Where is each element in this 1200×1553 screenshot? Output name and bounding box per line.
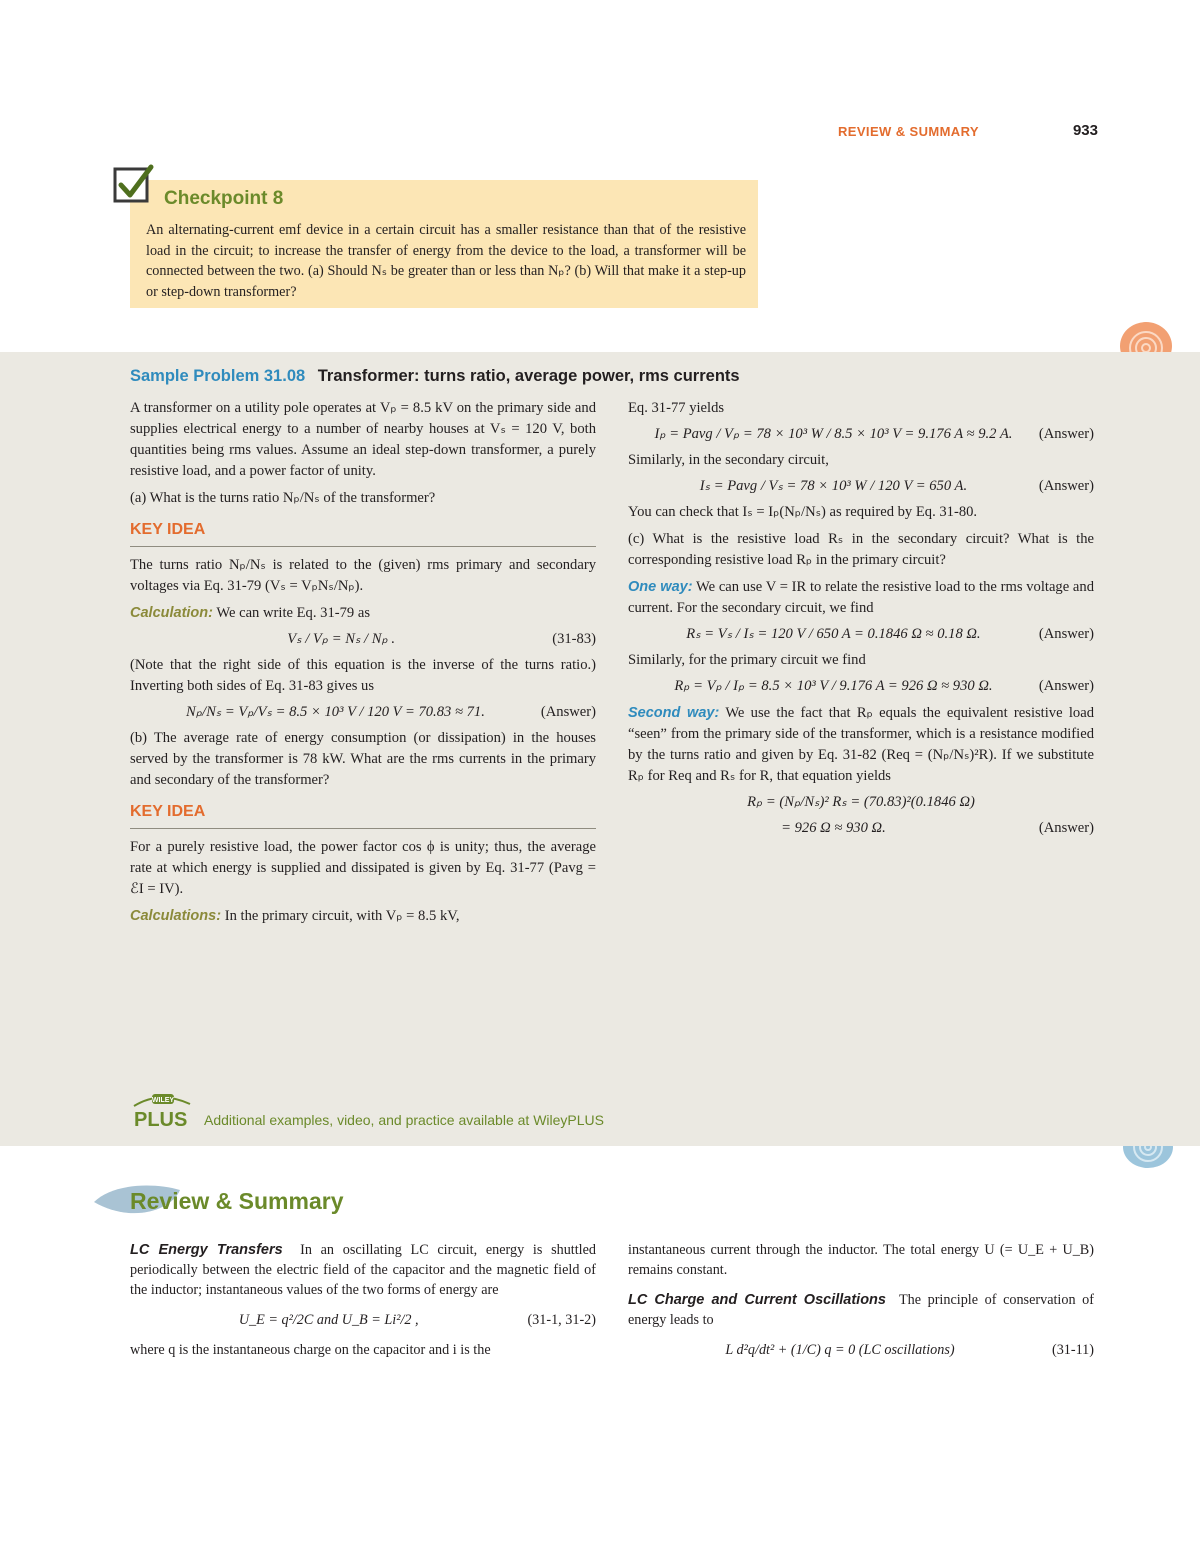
equation-equivalent-result	[628, 818, 1094, 839]
answer-tag: (Answer)	[540, 704, 596, 720]
lc-oscillation-paragraph	[628, 1290, 1094, 1330]
equation-31-83	[130, 629, 596, 650]
equation-body: Vₛ / Vₚ = Nₛ / Nₚ .	[287, 631, 396, 647]
equation-number: (31-83)	[552, 631, 596, 647]
review-left-column	[130, 1240, 596, 1360]
sample-problem-subtitle: Transformer: turns ratio, average power, rms currents	[317, 367, 740, 385]
similarly-secondary: Similarly, in the secondary circuit,	[628, 452, 829, 468]
second-way-paragraph	[628, 703, 1094, 787]
lc-oscillation-heading: LC Charge and Current Oscillations	[628, 1292, 886, 1308]
question-a: (a) What is the turns ratio Nₚ/Nₛ of the transformer?	[130, 490, 436, 506]
key-idea-text: The turns ratio Nₚ/Nₛ is related to the (given) rms primary and secondary voltages via Eq. 31-79 (Vₛ = VₚNₛ/Nₚ).	[130, 557, 596, 594]
checkpoint-title: Checkpoint 8	[164, 188, 284, 209]
equation-primary-resistance	[628, 676, 1094, 697]
running-head	[838, 122, 1098, 142]
question-c: (c) What is the resistive load Rₛ in the secondary circuit? What is the corresponding resistive load Rₚ in the primary circuit?	[628, 531, 1094, 568]
wileyplus-link[interactable]: Additional examples, video, and practice available at WileyPLUS	[204, 1112, 604, 1128]
wileyplus-logo-icon	[130, 1092, 196, 1130]
second-way-text: We use the fact that Rₚ equals the equivalent resistive load “seen” from the primary side of the transformer, which is a resistance modified by the turns ratio and given by Eq. 31-82 (Req = (Nₚ/Nₛ)²R). If we substitute Rₚ for Req and Rₛ for R, that equation yields	[628, 705, 1094, 784]
answer-tag: (Answer)	[1038, 678, 1094, 694]
yields-text: Eq. 31-77 yields	[628, 400, 725, 416]
key-idea-heading: KEY IDEA	[130, 801, 596, 829]
wileyplus-banner[interactable]	[130, 1092, 830, 1132]
problem-intro: A transformer on a utility pole operates at Vₚ = 8.5 kV on the primary side and supplies electrical energy to a number of nearby houses at Vₛ = 120 V, both quantities being rms values. Assume an ideal step-down transformer, a purely resistive load, and a power factor of unity.	[130, 400, 596, 479]
equation-turns-ratio	[130, 702, 596, 723]
calculations-paragraph	[130, 906, 596, 927]
checkpoint-body: An alternating-current emf device in a certain circuit has a smaller resistance than that of the resistive load in the circuit; to increase the transfer of energy from the device to the load, a transformer will be connected between the two. (a) Should Nₛ be greater than or less than Nₚ? (b) Will that make it a step-up or step-down transformer?	[146, 222, 746, 300]
equation-body: = 926 Ω ≈ 930 Ω.	[781, 820, 886, 836]
calculations-label: Calculations:	[130, 908, 222, 924]
lc-energy-heading: LC Energy Transfers	[130, 1242, 283, 1258]
equation-primary-current	[628, 424, 1094, 445]
checkmark-icon	[113, 163, 155, 205]
calculations-text: In the primary circuit, with Vₚ = 8.5 kV,	[224, 908, 460, 924]
equation-body: L d²q/dt² + (1/C) q = 0 (LC oscillations)	[725, 1342, 955, 1358]
lc-energy-text: In an oscillating LC circuit, energy is shuttled periodically between the electric field of the capacitor and the magnetic field of the inductor; instantaneous values of the two forms of energy are	[130, 1242, 597, 1298]
running-head-section: REVIEW & SUMMARY	[838, 124, 979, 139]
equation-body: Iₛ = Pavg / Vₛ = 78 × 10³ W / 120 V = 650 A.	[699, 478, 968, 494]
equation-body: Rₚ = Vₚ / Iₚ = 8.5 × 10³ V / 9.176 A = 926 Ω ≈ 930 Ω.	[674, 678, 993, 694]
answer-tag: (Answer)	[1038, 426, 1094, 442]
equation-body: Nₚ/Nₛ = Vₚ/Vₛ = 8.5 × 10³ V / 120 V = 70.83 ≈ 71.	[186, 704, 485, 720]
equation-number: (31-11)	[1051, 1342, 1094, 1358]
calculation-text: We can write Eq. 31-79 as	[216, 605, 371, 621]
key-idea-heading: KEY IDEA	[130, 519, 596, 547]
sample-problem-number: Sample Problem 31.08	[130, 367, 306, 385]
equation-body: Rₚ = (Nₚ/Nₛ)² Rₛ = (70.83)²(0.1846 Ω)	[747, 794, 975, 810]
sample-right-column	[628, 398, 1094, 844]
review-right-column	[628, 1240, 1094, 1365]
one-way-paragraph	[628, 577, 1094, 619]
equation-secondary-current	[628, 476, 1094, 497]
key-idea-text: For a purely resistive load, the power factor cos ϕ is unity; thus, the average rate at which energy is supplied and dissipated is given by Eq. 31-77 (Pavg = ℰI = IV).	[130, 839, 596, 897]
similarly-primary: Similarly, for the primary circuit we find	[628, 652, 866, 668]
calculation-label: Calculation:	[130, 605, 213, 621]
lc-energy-paragraph	[130, 1240, 596, 1300]
one-way-text: We can use V = IR to relate the resistive load to the rms voltage and current. For the secondary circuit, we find	[628, 579, 1094, 616]
equation-body: Iₚ = Pavg / Vₚ = 78 × 10³ W / 8.5 × 10³ V = 9.176 A ≈ 9.2 A.	[654, 426, 1013, 442]
wileyplus-logo-small: WILEY	[151, 1097, 175, 1104]
answer-tag: (Answer)	[1038, 626, 1094, 642]
note-paragraph: (Note that the right side of this equation is the inverse of the turns ratio.) Inverting both sides of Eq. 31-83 gives us	[130, 657, 596, 694]
equation-secondary-resistance	[628, 624, 1094, 645]
continuation-text: instantaneous current through the inductor. The total energy U (= U_E + U_B) remains constant.	[628, 1242, 1094, 1278]
check-text: You can check that Iₛ = Iₚ(Nₚ/Nₛ) as required by Eq. 31-80.	[628, 504, 978, 520]
sample-problem-title	[130, 367, 740, 386]
equation-equivalent-resistance	[628, 792, 1094, 813]
calculation-paragraph	[130, 603, 596, 624]
equation-lc-oscillations	[628, 1340, 1094, 1360]
review-summary-title: Review & Summary	[130, 1188, 344, 1214]
equation-body: Rₛ = Vₛ / Iₛ = 120 V / 650 A = 0.1846 Ω ≈ 0.18 Ω.	[686, 626, 981, 642]
one-way-label: One way:	[628, 579, 693, 595]
equation-body: U_E = q²/2C and U_B = Li²/2 ,	[238, 1312, 419, 1328]
wileyplus-logo-big: PLUS	[134, 1109, 188, 1130]
equation-number: (31-1, 31-2)	[527, 1312, 596, 1328]
checkpoint-box	[130, 180, 758, 308]
sample-problem-panel	[0, 352, 1200, 1146]
second-way-label: Second way:	[628, 705, 720, 721]
page-number: 933	[1072, 122, 1098, 139]
review-summary-heading	[92, 1180, 432, 1224]
lc-oscillation-text: The principle of conservation of energy leads to	[628, 1292, 1094, 1328]
answer-tag: (Answer)	[1038, 478, 1094, 494]
equation-energy	[130, 1310, 596, 1330]
question-b: (b) The average rate of energy consumption (or dissipation) in the houses served by the transformer is 78 kW. What are the rms currents in the primary and secondary of the transformer?	[130, 730, 596, 788]
sample-left-column	[130, 398, 596, 927]
answer-tag: (Answer)	[1038, 820, 1094, 836]
where-text: where q is the instantaneous charge on the capacitor and i is the	[130, 1342, 491, 1358]
